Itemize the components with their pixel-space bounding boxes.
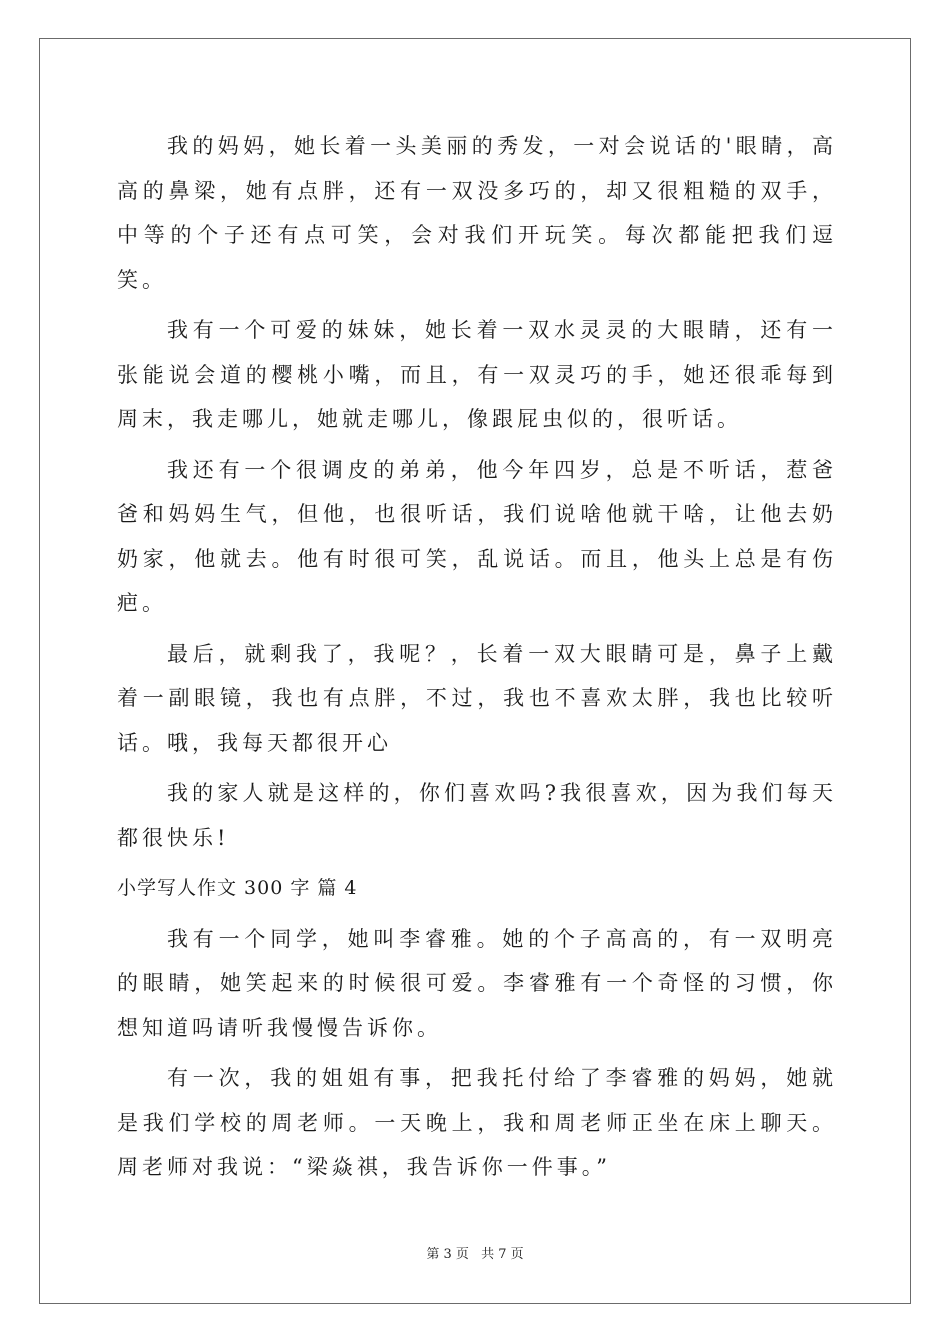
section-heading: 小学写人作文 300 字 篇 4 bbox=[117, 877, 358, 899]
total-page-count: 共 7 页 bbox=[481, 1247, 524, 1262]
paragraph-classmate: 我有一个同学，她叫李睿雅。她的个子高高的，有一双明亮的眼睛，她笑起来的时候很可爱。李睿雅有一个奇怪的习惯，你想知道吗请听我慢慢告诉你。 bbox=[117, 926, 837, 1040]
page-footer bbox=[0, 1246, 950, 1264]
paragraph-mother: 我的妈妈，她长着一头美丽的秀发，一对会说话的'眼睛，高高的鼻梁，她有点胖，还有一双没多巧的，却又很粗糙的双手，中等的个子还有点可笑，会对我们开玩笑。每次都能把我们逗笑。 bbox=[117, 134, 837, 292]
current-page-number: 第 3 页 bbox=[426, 1247, 469, 1262]
paragraph-sister: 我有一个可爱的妹妹，她长着一双水灵灵的大眼睛，还有一张能说会道的樱桃小嘴，而且，有一双灵巧的手，她还很乖每到周末，我走哪儿，她就走哪儿，像跟屁虫似的，很听话。 bbox=[117, 318, 837, 431]
document-body bbox=[117, 124, 837, 1196]
paragraph-story: 有一次，我的姐姐有事，把我托付给了李睿雅的妈妈，她就是我们学校的周老师。一天晚上，我和周老师正坐在床上聊天。周老师对我说：“梁焱祺，我告诉你一件事。” bbox=[117, 1066, 837, 1179]
paragraph-brother: 我还有一个很调皮的弟弟，他今年四岁，总是不听话，惹爸爸和妈妈生气，但他，也很听话，我们说啥他就干啥，让他去奶奶家，他就去。他有时很可笑，乱说话。而且，他头上总是有伤疤。 bbox=[117, 457, 837, 615]
paragraph-family-summary: 我的家人就是这样的，你们喜欢吗?我很喜欢，因为我们每天都很快乐! bbox=[117, 781, 837, 850]
paragraph-self: 最后，就剩我了，我呢？，长着一双大眼睛可是，鼻子上戴着一副眼镜，我也有点胖，不过，我也不喜欢太胖，我也比较听话。哦，我每天都很开心 bbox=[117, 641, 837, 755]
